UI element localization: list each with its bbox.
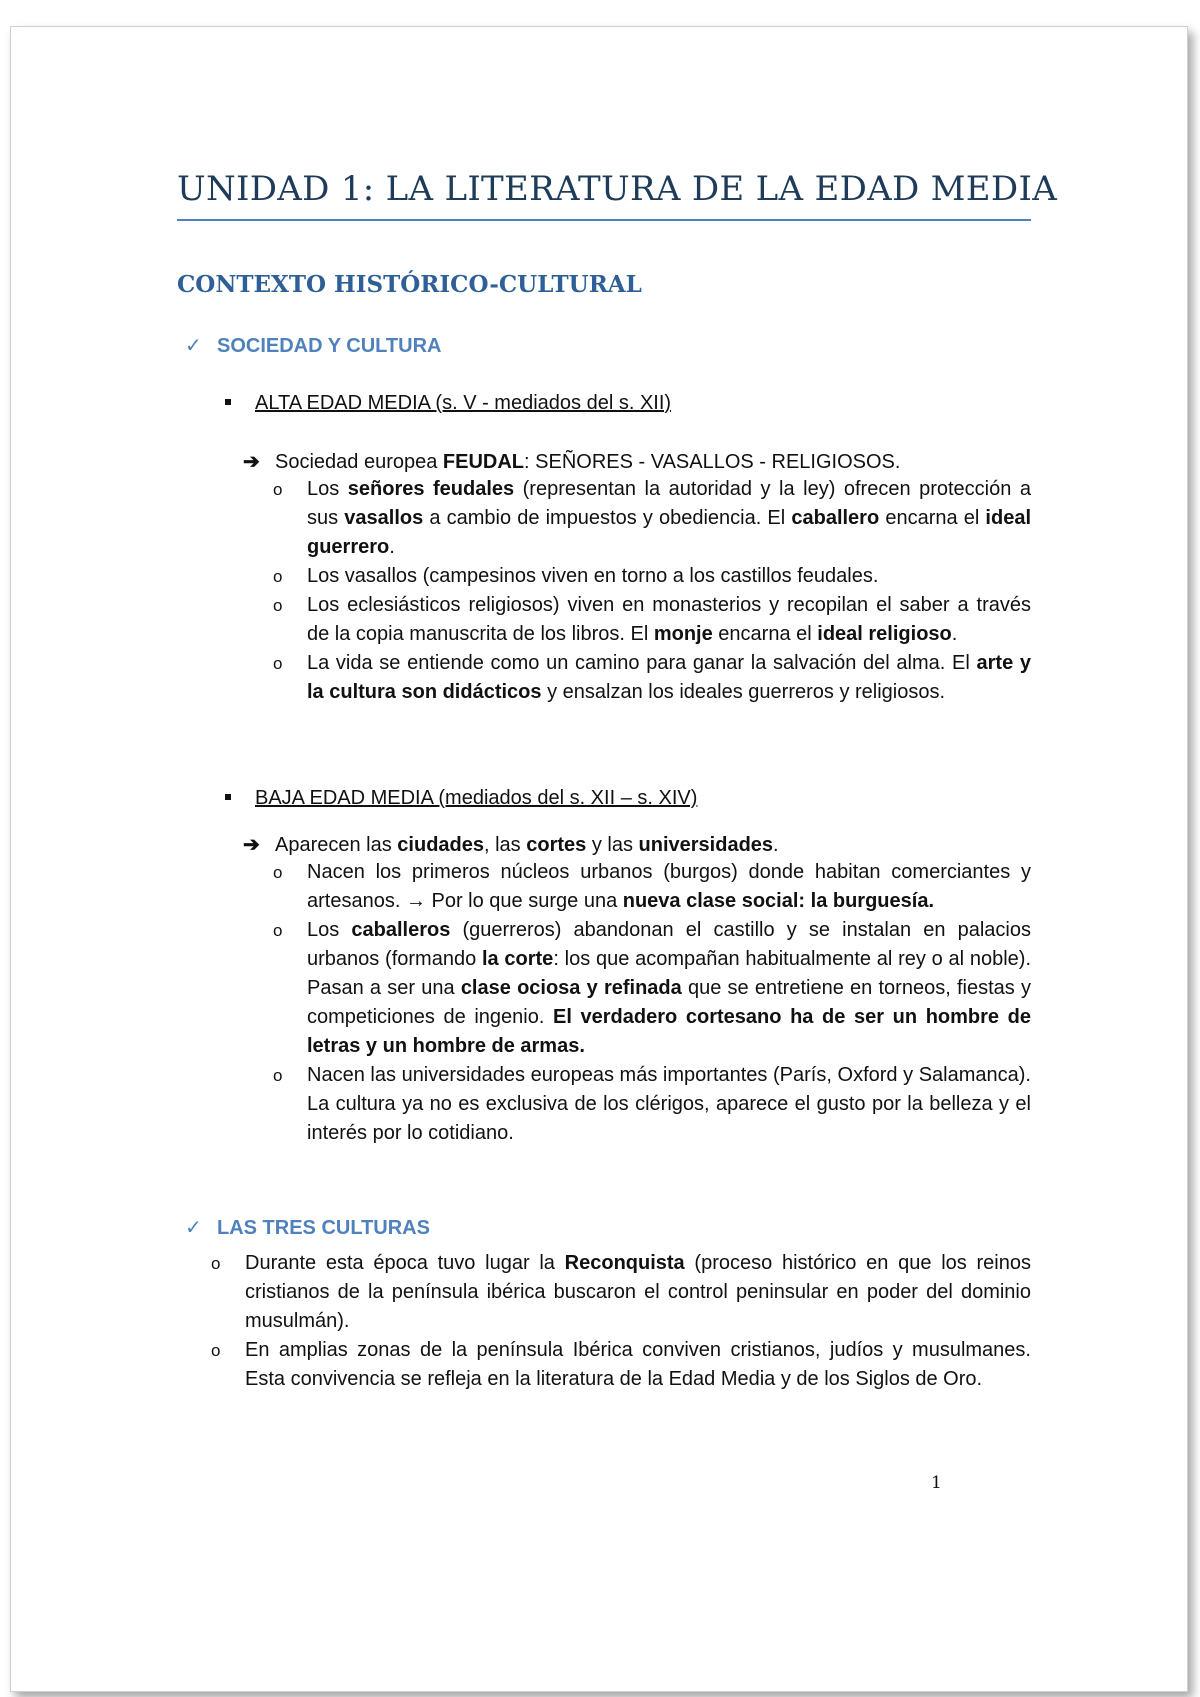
bold-run: universidades bbox=[638, 834, 774, 856]
list-item bbox=[273, 1061, 1031, 1148]
page-title: UNIDAD 1: LA LITERATURA DE LA EDAD MEDIA bbox=[177, 169, 1031, 221]
circle-bullet-icon: o bbox=[273, 1066, 283, 1085]
text-run: Durante esta época tuvo lugar la bbox=[245, 1252, 565, 1274]
circle-bullet-icon: o bbox=[273, 654, 283, 673]
circle-bullet-icon: o bbox=[211, 1341, 221, 1360]
page-number: 1 bbox=[931, 1473, 942, 1493]
text-run: Los eclesiásticos religiosos) viven en monasterios y recopilan el saber a través de la copia manuscrita de los libros. El bbox=[307, 594, 1031, 645]
bullet-alta-edad-media bbox=[225, 392, 671, 415]
bold-run: El verdadero cortesano ha de ser un hombre de letras y un hombre de armas. bbox=[307, 1006, 1031, 1057]
bold-run: Reconquista bbox=[564, 1252, 685, 1274]
text-run: En amplias zonas de la península Ibérica conviven cristianos, judíos y musulmanes. Esta convivencia se refleja en la literatura de la Edad Media y de los Siglos de Oro. bbox=[245, 1339, 1031, 1390]
bold-run: ideal religioso bbox=[817, 623, 952, 645]
list-item bbox=[273, 475, 1031, 562]
document-page bbox=[10, 26, 1188, 1692]
bold-run: caballero bbox=[791, 507, 880, 529]
list-item bbox=[211, 1249, 1031, 1336]
bold-run: arte y la cultura son didácticos bbox=[307, 652, 1031, 703]
text-run: , las bbox=[484, 834, 527, 856]
text-run: que se entretiene en torneos, fiestas y competiciones de ingenio. bbox=[307, 977, 1031, 1028]
bold-run: la corte bbox=[481, 948, 554, 970]
list-item bbox=[273, 916, 1031, 1061]
text-run: (guerreros) abandonan el castillo y se instalan en palacios urbanos (formando bbox=[307, 919, 1031, 970]
text-run: Aparecen las bbox=[275, 834, 398, 856]
list-item bbox=[273, 591, 1031, 649]
subheading-tres-culturas-label: LAS TRES CULTURAS bbox=[217, 1217, 430, 1239]
text-run: Sociedad europea bbox=[275, 451, 443, 473]
list-item bbox=[273, 649, 1031, 707]
bold-run: ciudades bbox=[397, 834, 484, 856]
bold-run: FEUDAL bbox=[442, 451, 525, 473]
arrow-right-icon: ➔ bbox=[243, 451, 260, 473]
alta-arrow-line bbox=[243, 449, 900, 474]
circle-bullet-icon: o bbox=[273, 480, 283, 499]
text-run: Nacen las universidades europeas más importantes (París, Oxford y Salamanca). La cultura ya no es exclusiva de los clérigos, aparece el gusto por la belleza y el interés por lo cotidiano. bbox=[307, 1064, 1031, 1144]
list-item bbox=[273, 858, 1031, 916]
text-run: (representan la autoridad y la ley) ofrecen protección a sus bbox=[307, 478, 1031, 529]
text-run: La vida se entiende como un camino para ganar la salvación del alma. El bbox=[307, 652, 977, 674]
bold-run: caballeros bbox=[351, 919, 451, 941]
baja-list bbox=[273, 858, 1031, 1148]
check-icon: ✓ bbox=[185, 1217, 202, 1239]
circle-bullet-icon: o bbox=[273, 567, 283, 586]
section-heading: CONTEXTO HISTÓRICO-CULTURAL bbox=[177, 271, 642, 298]
bold-run: nueva clase social: la burguesía. bbox=[622, 890, 934, 912]
circle-bullet-icon: o bbox=[273, 921, 283, 940]
text-run: a cambio de impuestos y obediencia. El bbox=[423, 507, 792, 529]
list-item bbox=[211, 1336, 1031, 1394]
text-run: Los bbox=[307, 478, 348, 500]
text-run: encarna el bbox=[879, 507, 986, 529]
square-bullet-icon bbox=[225, 794, 231, 800]
circle-bullet-icon: o bbox=[273, 596, 283, 615]
subheading-sociedad-label: SOCIEDAD Y CULTURA bbox=[217, 335, 442, 357]
text-run: . bbox=[389, 536, 395, 558]
circle-bullet-icon: o bbox=[211, 1254, 221, 1273]
alta-list bbox=[273, 475, 1031, 707]
bold-run: clase ociosa y refinada bbox=[460, 977, 682, 999]
subheading-tres-culturas bbox=[185, 1215, 430, 1240]
text-run: encarna el bbox=[712, 623, 818, 645]
text-run: y ensalzan los ideales guerreros y religiosos. bbox=[541, 681, 946, 703]
tres-culturas-list bbox=[211, 1249, 1031, 1394]
list-item bbox=[273, 562, 1031, 591]
circle-bullet-icon: o bbox=[273, 863, 283, 882]
bold-run: cortes bbox=[526, 834, 587, 856]
text-run: y las bbox=[586, 834, 639, 856]
bullet-baja-edad-media bbox=[225, 787, 697, 810]
check-icon: ✓ bbox=[185, 335, 202, 357]
text-run: Los bbox=[307, 919, 352, 941]
text-run: Nacen los primeros núcleos urbanos (burgos) donde habitan comerciantes y artesanos. → Por lo que surge una bbox=[307, 861, 1031, 912]
subheading-sociedad bbox=[185, 333, 441, 358]
baja-heading-label: BAJA EDAD MEDIA (mediados del s. XII – s. XIV) bbox=[255, 787, 698, 809]
text-run: : SEÑORES - VASALLOS - RELIGIOSOS. bbox=[524, 451, 901, 473]
alta-heading-label: ALTA EDAD MEDIA (s. V - mediados del s. XII) bbox=[255, 392, 672, 414]
text-run: . bbox=[773, 834, 779, 856]
text-run: Los vasallos (campesinos viven en torno a los castillos feudales. bbox=[307, 565, 879, 587]
bold-run: vasallos bbox=[344, 507, 424, 529]
bold-run: monje bbox=[653, 623, 713, 645]
text-run: (proceso histórico en que los reinos cristianos de la península ibérica buscaron el control peninsular en poder del dominio musulmán). bbox=[245, 1252, 1031, 1332]
text-run: . bbox=[951, 623, 958, 645]
bold-run: ideal guerrero bbox=[307, 507, 1031, 558]
text-run: : los que acompañan habitualmente al rey o al noble). Pasan a ser una bbox=[307, 948, 1031, 999]
baja-arrow-line bbox=[243, 832, 779, 857]
square-bullet-icon bbox=[225, 399, 231, 405]
bold-run: señores feudales bbox=[347, 478, 515, 500]
arrow-right-icon: ➔ bbox=[243, 834, 260, 856]
